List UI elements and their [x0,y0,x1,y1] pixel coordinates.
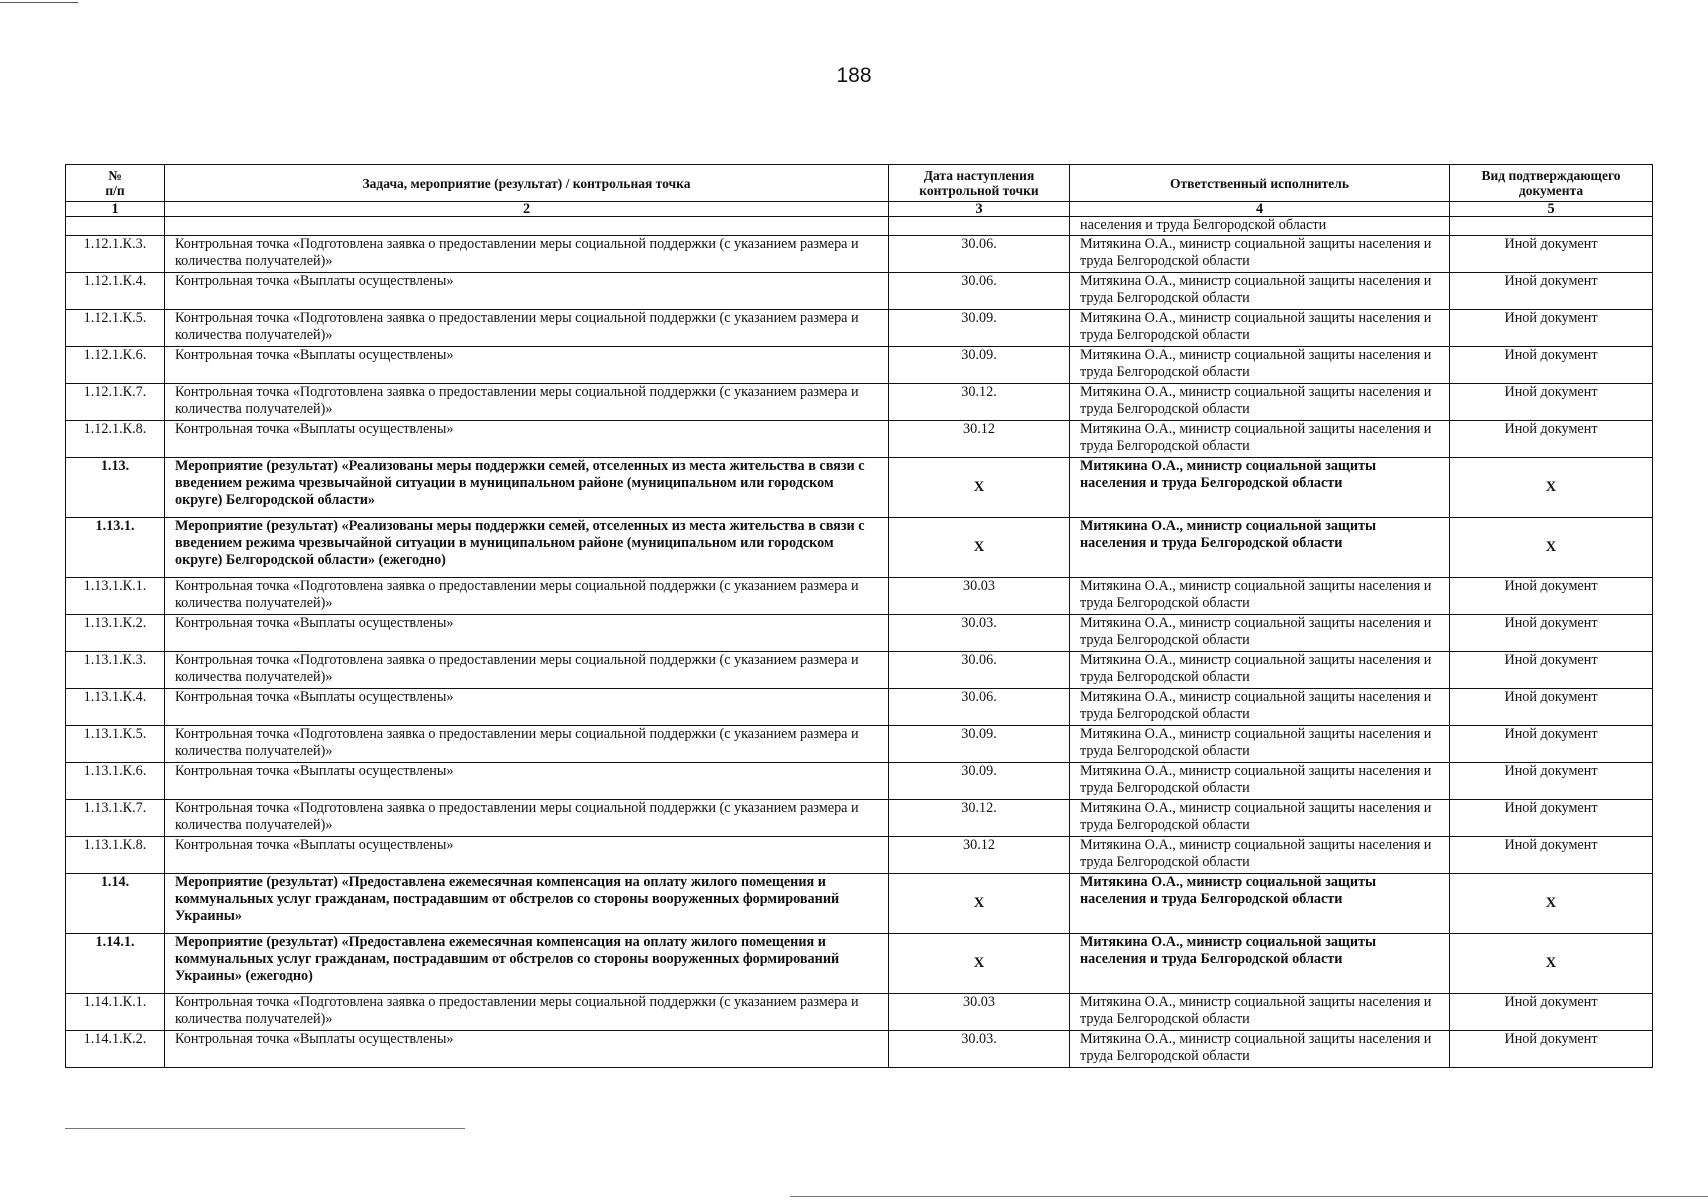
table-row [66,934,1653,994]
row-executor: Митякина О.А., министр социальной защиты населения и труда Белгородской области [1070,1031,1450,1068]
row-task: Контрольная точка «Подготовлена заявка о предоставлении меры социальной поддержки (с указанием размера и количества получателей)» [165,726,889,763]
row-task: Контрольная точка «Выплаты осуществлены» [165,763,889,800]
page-number: 188 [836,64,872,87]
table-row [66,763,1653,800]
row-number: 1.13.1.К.2. [66,615,165,652]
table-row [66,310,1653,347]
row-date: 30.03. [889,615,1070,652]
row-date: 30.09. [889,763,1070,800]
table-row [66,800,1653,837]
row-number: 1.14.1.К.2. [66,1031,165,1068]
row-executor: Митякина О.А., министр социальной защиты населения и труда Белгородской области [1070,518,1450,578]
table-row [66,615,1653,652]
row-task: Контрольная точка «Выплаты осуществлены» [165,689,889,726]
row-date: 30.09. [889,726,1070,763]
row-date: 30.12. [889,384,1070,421]
column-number-1: 1 [66,202,165,217]
column-number-5: 5 [1450,202,1653,217]
row-date: 30.12 [889,837,1070,874]
row-number: 1.12.1.К.5. [66,310,165,347]
row-number: 1.14. [66,874,165,934]
table-row [66,236,1653,273]
column-number-2: 2 [165,202,889,217]
table-row [66,518,1653,578]
row-number: 1.13.1. [66,518,165,578]
row-executor: Митякина О.А., министр социальной защиты населения и труда Белгородской области [1070,236,1450,273]
row-document: Иной документ [1450,384,1653,421]
row-task: Контрольная точка «Выплаты осуществлены» [165,273,889,310]
row-date: 30.03 [889,578,1070,615]
table-row [66,726,1653,763]
row-executor: Митякина О.А., министр социальной защиты населения и труда Белгородской области [1070,652,1450,689]
row-document: Иной документ [1450,347,1653,384]
row-date: 30.09. [889,310,1070,347]
row-executor: Митякина О.А., министр социальной защиты населения и труда Белгородской области [1070,874,1450,934]
row-document: Иной документ [1450,763,1653,800]
header-task: Задача, мероприятие (результат) / контрольная точка [165,165,889,202]
row-executor: Митякина О.А., министр социальной защиты населения и труда Белгородской области [1070,726,1450,763]
row-date: Х [889,518,1070,578]
row-date: 30.12. [889,800,1070,837]
row-document: Х [1450,458,1653,518]
row-number: 1.13.1.К.3. [66,652,165,689]
row-number: 1.14.1.К.1. [66,994,165,1031]
row-document: Х [1450,518,1653,578]
control-points-table [65,164,1653,1068]
row-date: 30.09. [889,347,1070,384]
row-task: Контрольная точка «Выплаты осуществлены» [165,421,889,458]
row-task: Мероприятие (результат) «Реализованы меры поддержки семей, отселенных из места жительства в связи с введением режима чрезвычайной ситуации в муниципальном районе (муниципальном или городском округе) Белгородской области» [165,458,889,518]
row-number: 1.14.1. [66,934,165,994]
continuation-row [66,217,1653,236]
row-task: Контрольная точка «Подготовлена заявка о предоставлении меры социальной поддержки (с указанием размера и количества получателей)» [165,384,889,421]
row-executor: Митякина О.А., министр социальной защиты населения и труда Белгородской области [1070,763,1450,800]
column-number-4: 4 [1070,202,1450,217]
row-task: Контрольная точка «Подготовлена заявка о предоставлении меры социальной поддержки (с указанием размера и количества получателей)» [165,800,889,837]
row-document: Иной документ [1450,800,1653,837]
table-row [66,384,1653,421]
table-row [66,273,1653,310]
row-task: Контрольная точка «Выплаты осуществлены» [165,615,889,652]
header-executor: Ответственный исполнитель [1070,165,1450,202]
row-document: Иной документ [1450,236,1653,273]
row-number: 1.12.1.К.3. [66,236,165,273]
row-executor: Митякина О.А., министр социальной защиты населения и труда Белгородской области [1070,273,1450,310]
row-task: Мероприятие (результат) «Предоставлена ежемесячная компенсация на оплату жилого помещения и коммунальных услуг гражданам, пострадавшим от обстрелов со стороны вооруженных формирований Украины» (ежегодно) [165,934,889,994]
row-executor: Митякина О.А., министр социальной защиты населения и труда Белгородской области [1070,421,1450,458]
row-number: 1.13.1.К.6. [66,763,165,800]
row-number: 1.13.1.К.4. [66,689,165,726]
row-task: Контрольная точка «Выплаты осуществлены» [165,837,889,874]
header-date: Дата наступления контрольной точки [889,165,1070,202]
header-document: Вид подтверждающего документа [1450,165,1653,202]
row-number: 1.13.1.К.8. [66,837,165,874]
row-executor: Митякина О.А., министр социальной защиты населения и труда Белгородской области [1070,800,1450,837]
row-number: 1.13.1.К.7. [66,800,165,837]
row-number: 1.13.1.К.1. [66,578,165,615]
table-row [66,421,1653,458]
row-task: Мероприятие (результат) «Реализованы меры поддержки семей, отселенных из места жительства в связи с введением режима чрезвычайной ситуации в муниципальном районе (муниципальном или городском округе) Белгородской области» (ежегодно) [165,518,889,578]
row-document: Иной документ [1450,689,1653,726]
row-task: Контрольная точка «Подготовлена заявка о предоставлении меры социальной поддержки (с указанием размера и количества получателей)» [165,236,889,273]
row-task: Контрольная точка «Выплаты осуществлены» [165,347,889,384]
table-row [66,689,1653,726]
row-executor: Митякина О.А., министр социальной защиты населения и труда Белгородской области [1070,615,1450,652]
row-executor: Митякина О.А., министр социальной защиты населения и труда Белгородской области [1070,994,1450,1031]
row-document: Иной документ [1450,310,1653,347]
continuation-executor: населения и труда Белгородской области [1070,217,1450,236]
row-task: Контрольная точка «Выплаты осуществлены» [165,1031,889,1068]
table-row [66,652,1653,689]
column-number-3: 3 [889,202,1070,217]
table-row [66,837,1653,874]
header-number: № п/п [66,165,165,202]
row-number: 1.12.1.К.8. [66,421,165,458]
row-date: 30.06. [889,652,1070,689]
row-document: Иной документ [1450,615,1653,652]
row-date: 30.06. [889,689,1070,726]
row-number: 1.12.1.К.4. [66,273,165,310]
table-row [66,347,1653,384]
row-task: Контрольная точка «Подготовлена заявка о предоставлении меры социальной поддержки (с указанием размера и количества получателей)» [165,652,889,689]
row-document: Иной документ [1450,1031,1653,1068]
row-executor: Митякина О.А., министр социальной защиты населения и труда Белгородской области [1070,384,1450,421]
row-document: Иной документ [1450,726,1653,763]
row-number: 1.12.1.К.6. [66,347,165,384]
table-row [66,1031,1653,1068]
table-row [66,458,1653,518]
table-row [66,578,1653,615]
row-document: Иной документ [1450,994,1653,1031]
row-document: Иной документ [1450,578,1653,615]
row-document: Х [1450,874,1653,934]
row-executor: Митякина О.А., министр социальной защиты населения и труда Белгородской области [1070,934,1450,994]
row-task: Контрольная точка «Подготовлена заявка о предоставлении меры социальной поддержки (с указанием размера и количества получателей)» [165,578,889,615]
row-executor: Митякина О.А., министр социальной защиты населения и труда Белгородской области [1070,347,1450,384]
top-rule [0,2,78,3]
row-date: Х [889,934,1070,994]
row-document: Иной документ [1450,273,1653,310]
row-executor: Митякина О.А., министр социальной защиты населения и труда Белгородской области [1070,458,1450,518]
row-number: 1.12.1.К.7. [66,384,165,421]
row-executor: Митякина О.А., министр социальной защиты населения и труда Белгородской области [1070,578,1450,615]
row-task: Мероприятие (результат) «Предоставлена ежемесячная компенсация на оплату жилого помещения и коммунальных услуг гражданам, пострадавшим от обстрелов со стороны вооруженных формирований Украины» [165,874,889,934]
row-task: Контрольная точка «Подготовлена заявка о предоставлении меры социальной поддержки (с указанием размера и количества получателей)» [165,994,889,1031]
table-row [66,994,1653,1031]
row-date: 30.03. [889,1031,1070,1068]
row-date: Х [889,874,1070,934]
row-date: 30.12 [889,421,1070,458]
row-executor: Митякина О.А., министр социальной защиты населения и труда Белгородской области [1070,837,1450,874]
row-executor: Митякина О.А., министр социальной защиты населения и труда Белгородской области [1070,689,1450,726]
row-date: 30.03 [889,994,1070,1031]
row-document: Х [1450,934,1653,994]
row-number: 1.13.1.К.5. [66,726,165,763]
row-date: Х [889,458,1070,518]
row-task: Контрольная точка «Подготовлена заявка о предоставлении меры социальной поддержки (с указанием размера и количества получателей)» [165,310,889,347]
table-row [66,874,1653,934]
footer-rule-right [790,1196,1708,1197]
row-document: Иной документ [1450,652,1653,689]
row-date: 30.06. [889,236,1070,273]
footer-rule-left [65,1128,465,1129]
row-document: Иной документ [1450,837,1653,874]
row-document: Иной документ [1450,421,1653,458]
row-date: 30.06. [889,273,1070,310]
row-executor: Митякина О.А., министр социальной защиты населения и труда Белгородской области [1070,310,1450,347]
row-number: 1.13. [66,458,165,518]
